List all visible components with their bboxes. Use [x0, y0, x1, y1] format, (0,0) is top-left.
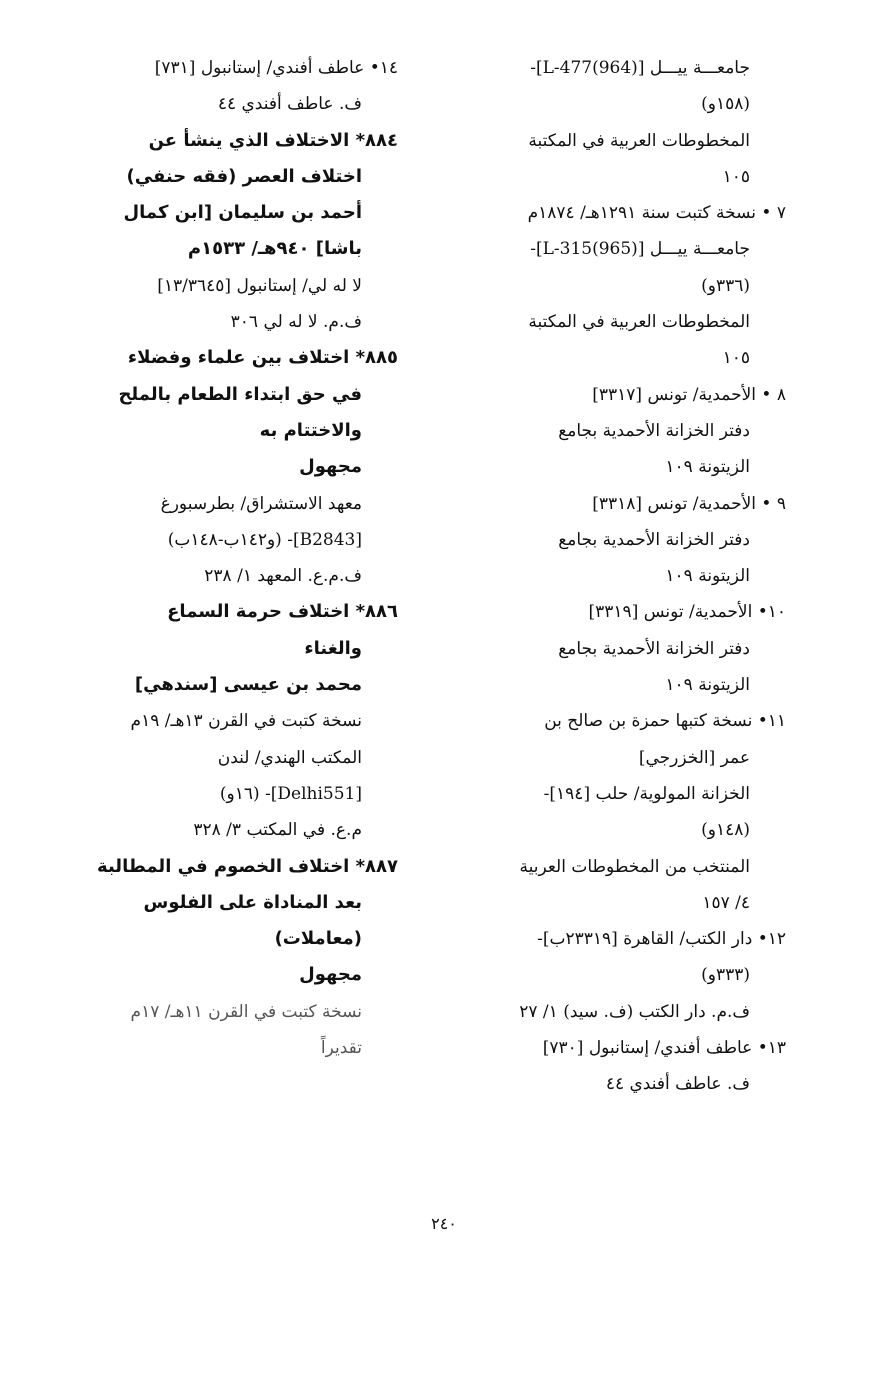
left-column-line: لا له لي/ إستانبول [١٣/٣٦٤٥]	[157, 275, 362, 296]
page-number: ٢٤٠	[431, 1214, 457, 1233]
right-column-line: (١٥٨و)	[701, 94, 750, 115]
left-column-line: اختلاف العصر (فقه حنفي)	[126, 165, 362, 187]
left-column-line: والاختتام به	[259, 419, 362, 441]
left-column-line: ٨٨٥* اختلاف بين علماء وفضلاء	[127, 347, 398, 369]
right-column-line: المنتخب من المخطوطات العربية	[519, 856, 750, 877]
right-column-line: الزيتونة ١٠٩	[665, 566, 750, 587]
left-column-line: معهد الاستشراق/ بطرسبورغ	[160, 493, 362, 514]
left-column-line: ف.م. لا له لي ٣٠٦	[230, 312, 362, 333]
right-column-line: (٣٣٦و)	[701, 275, 750, 296]
left-column-line: بعد المناداة على الفلوس	[143, 891, 362, 913]
left-column-line: ٨٨٦* اختلاف حرمة السماع	[167, 601, 398, 623]
left-column-line: أحمد بن سليمان [ابن كمال	[123, 202, 362, 224]
right-column-line: جامعـــة ييـــل [L-477(964)]-	[530, 58, 750, 78]
left-column-line: [B2843]- (و١٤٢ب-١٤٨ب)	[167, 529, 362, 550]
left-column-line: ٨٨٧* اختلاف الخصوم في المطالبة	[97, 855, 398, 877]
right-column-line: ٤/ ١٥٧	[702, 892, 750, 913]
left-column-line: نسخة كتبت في القرن ١٣هـ/ ١٩م	[130, 711, 362, 732]
left-column	[60, 50, 398, 1066]
right-column-line: ١٣• عاطف أفندي/ إستانبول [٧٣٠]	[542, 1038, 786, 1059]
right-column	[446, 50, 786, 1103]
left-column-line: تقديراً	[320, 1038, 362, 1059]
left-column-line: م.ع. في المكتب ٣/ ٣٢٨	[193, 820, 362, 841]
left-column-line: (معاملات)	[274, 928, 362, 950]
right-column-line: الزيتونة ١٠٩	[665, 457, 750, 478]
right-column-line: الزيتونة ١٠٩	[665, 675, 750, 696]
left-column-line: [Delhi551]- (١٦و)	[219, 783, 362, 804]
left-column-line: ٨٨٤* الاختلاف الذي ينشأ عن	[148, 129, 398, 151]
right-column-line: (٣٣٣و)	[701, 965, 750, 986]
left-column-line: محمد بن عيسى [سندهي]	[134, 674, 362, 696]
right-column-line: ١٢• دار الكتب/ القاهرة [٢٣٣١٩ب]-	[537, 929, 786, 950]
right-column-line: دفتر الخزانة الأحمدية بجامع	[558, 420, 750, 441]
right-column-line: ١١• نسخة كتبها حمزة بن صالح بن	[544, 711, 786, 732]
right-column-line: ف. عاطف أفندي ٤٤	[605, 1074, 750, 1095]
right-column-line: دفتر الخزانة الأحمدية بجامع	[558, 529, 750, 550]
right-column-line: المخطوطات العربية في المكتبة	[528, 312, 750, 333]
left-column-line: ف.م.ع. المعهد ١/ ٢٣٨	[204, 566, 362, 587]
right-column-line: المخطوطات العربية في المكتبة	[528, 130, 750, 151]
left-column-line: المكتب الهندي/ لندن	[217, 747, 362, 768]
left-column-line: في حق ابتداء الطعام بالملح	[118, 383, 362, 405]
left-column-line: والغناء	[304, 637, 362, 659]
right-column-line: ٧ • نسخة كتبت سنة ١٢٩١هـ/ ١٨٧٤م	[527, 203, 786, 224]
left-column-line: مجهول	[299, 456, 362, 478]
right-column-line: دفتر الخزانة الأحمدية بجامع	[558, 638, 750, 659]
right-column-line: ١٠• الأحمدية/ تونس [٣٣١٩]	[588, 602, 786, 623]
left-column-line: نسخة كتبت في القرن ١١هـ/ ١٧م	[130, 1001, 362, 1022]
right-column-line: (١٤٨و)	[701, 820, 750, 841]
right-column-line: جامعـــة ييـــل [L-315(965)]-	[530, 239, 750, 260]
right-column-line: ١٠٥	[722, 348, 750, 369]
right-column-line: ٩ • الأحمدية/ تونس [٣٣١٨]	[592, 493, 786, 514]
right-column-line: ١٠٥	[722, 166, 750, 187]
right-column-line: عمر [الخزرجي]	[638, 747, 750, 768]
right-column-line: ٨ • الأحمدية/ تونس [٣٣١٧]	[592, 384, 786, 405]
left-column-line: ١٤• عاطف أفندي/ إستانبول [٧٣١]	[154, 58, 398, 78]
left-column-line: باشا] ٩٤٠هـ/ ١٥٣٣م	[187, 238, 362, 260]
left-column-line: مجهول	[299, 964, 362, 986]
left-column-line: ف. عاطف أفندي ٤٤	[217, 94, 362, 115]
right-column-line: الخزانة المولوية/ حلب [١٩٤]-	[543, 783, 750, 804]
right-column-line: ف.م. دار الكتب (ف. سيد) ١/ ٢٧	[519, 1001, 750, 1022]
